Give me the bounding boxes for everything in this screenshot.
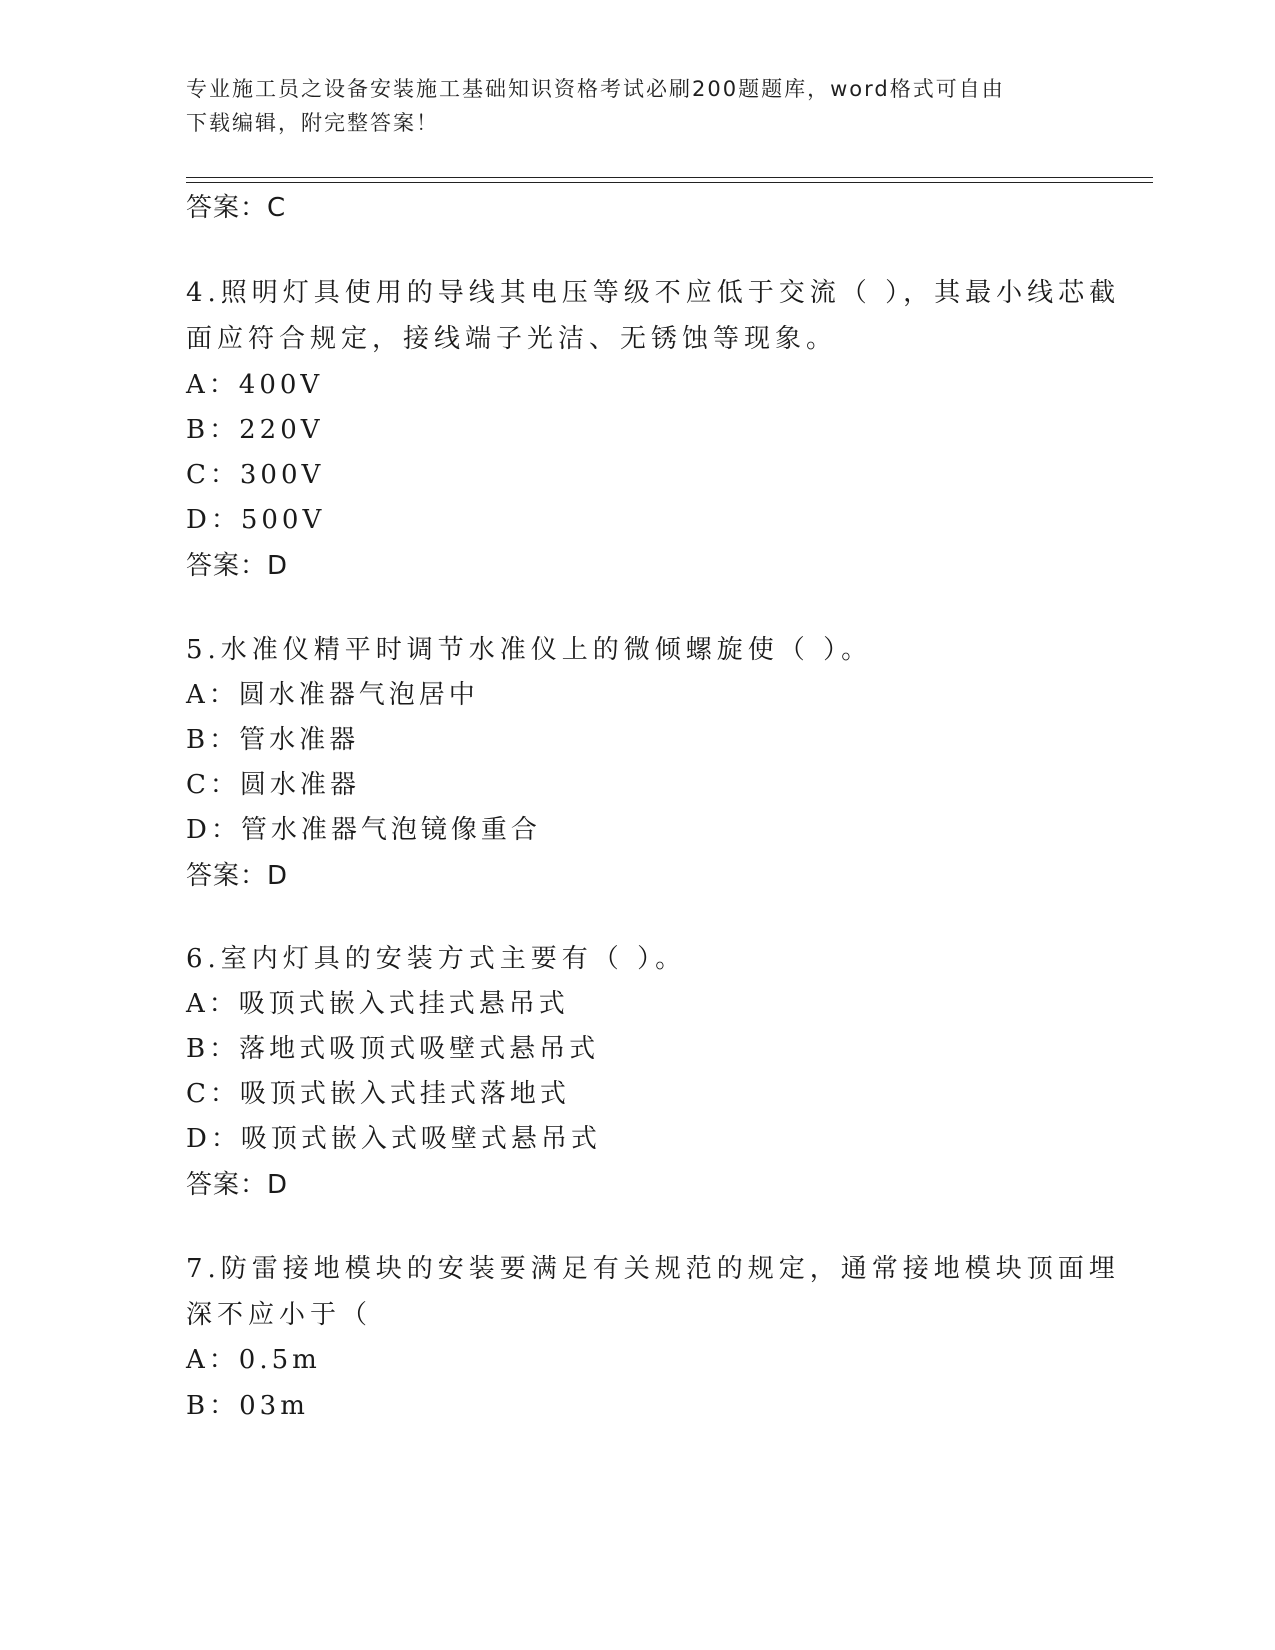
question-6-stem-line-1: 6.室内灯具的安装方式主要有（ ）。 bbox=[186, 944, 687, 974]
question-4-stem-line-2: 面应符合规定，接线端子光洁、无锈蚀等现象。 bbox=[186, 324, 838, 354]
question-4-option-b: B：220V bbox=[186, 415, 324, 445]
question-6-option-c: C：吸顶式嵌入式挂式落地式 bbox=[186, 1079, 570, 1109]
question-4-option-c: C：300V bbox=[186, 460, 325, 490]
header-divider-top bbox=[186, 177, 1153, 178]
question-5-option-d: D：管水准器气泡镜像重合 bbox=[186, 815, 541, 845]
question-5-option-a: A：圆水准器气泡居中 bbox=[186, 680, 479, 710]
header-line-1: 专业施工员之设备安装施工基础知识资格考试必刷200题题库，word格式可自由 bbox=[186, 77, 1005, 101]
question-5-option-c: C：圆水准器 bbox=[186, 770, 360, 800]
question-7-option-b: B：03m bbox=[186, 1391, 309, 1421]
header-line-2: 下载编辑，附完整答案！ bbox=[186, 111, 439, 135]
question-5-answer: 答案：D bbox=[186, 861, 289, 891]
question-4-option-a: A：400V bbox=[186, 370, 324, 400]
question-7-option-a: A：0.5m bbox=[186, 1345, 321, 1375]
question-6-option-d: D：吸顶式嵌入式吸壁式悬吊式 bbox=[186, 1124, 601, 1154]
header-divider-bottom bbox=[186, 182, 1153, 183]
question-6-option-a: A：吸顶式嵌入式挂式悬吊式 bbox=[186, 989, 569, 1019]
question-6-answer: 答案：D bbox=[186, 1170, 289, 1200]
question-6-option-b: B：落地式吸顶式吸壁式悬吊式 bbox=[186, 1034, 600, 1064]
answer-3: 答案：C bbox=[186, 193, 287, 223]
question-5-stem-line-1: 5.水准仪精平时调节水准仪上的微倾螺旋使（ ）。 bbox=[186, 635, 873, 665]
document-header bbox=[186, 72, 1066, 140]
question-7-stem-line-2: 深不应小于（ bbox=[186, 1300, 373, 1330]
question-4-answer: 答案：D bbox=[186, 551, 289, 581]
question-7-stem-line-1: 7.防雷接地模块的安装要满足有关规范的规定，通常接地模块顶面埋 bbox=[186, 1254, 1120, 1284]
question-4-option-d: D：500V bbox=[186, 505, 326, 535]
question-4-stem-line-1: 4.照明灯具使用的导线其电压等级不应低于交流（ ），其最小线芯截 bbox=[186, 278, 1121, 308]
question-5-option-b: B：管水准器 bbox=[186, 725, 360, 755]
